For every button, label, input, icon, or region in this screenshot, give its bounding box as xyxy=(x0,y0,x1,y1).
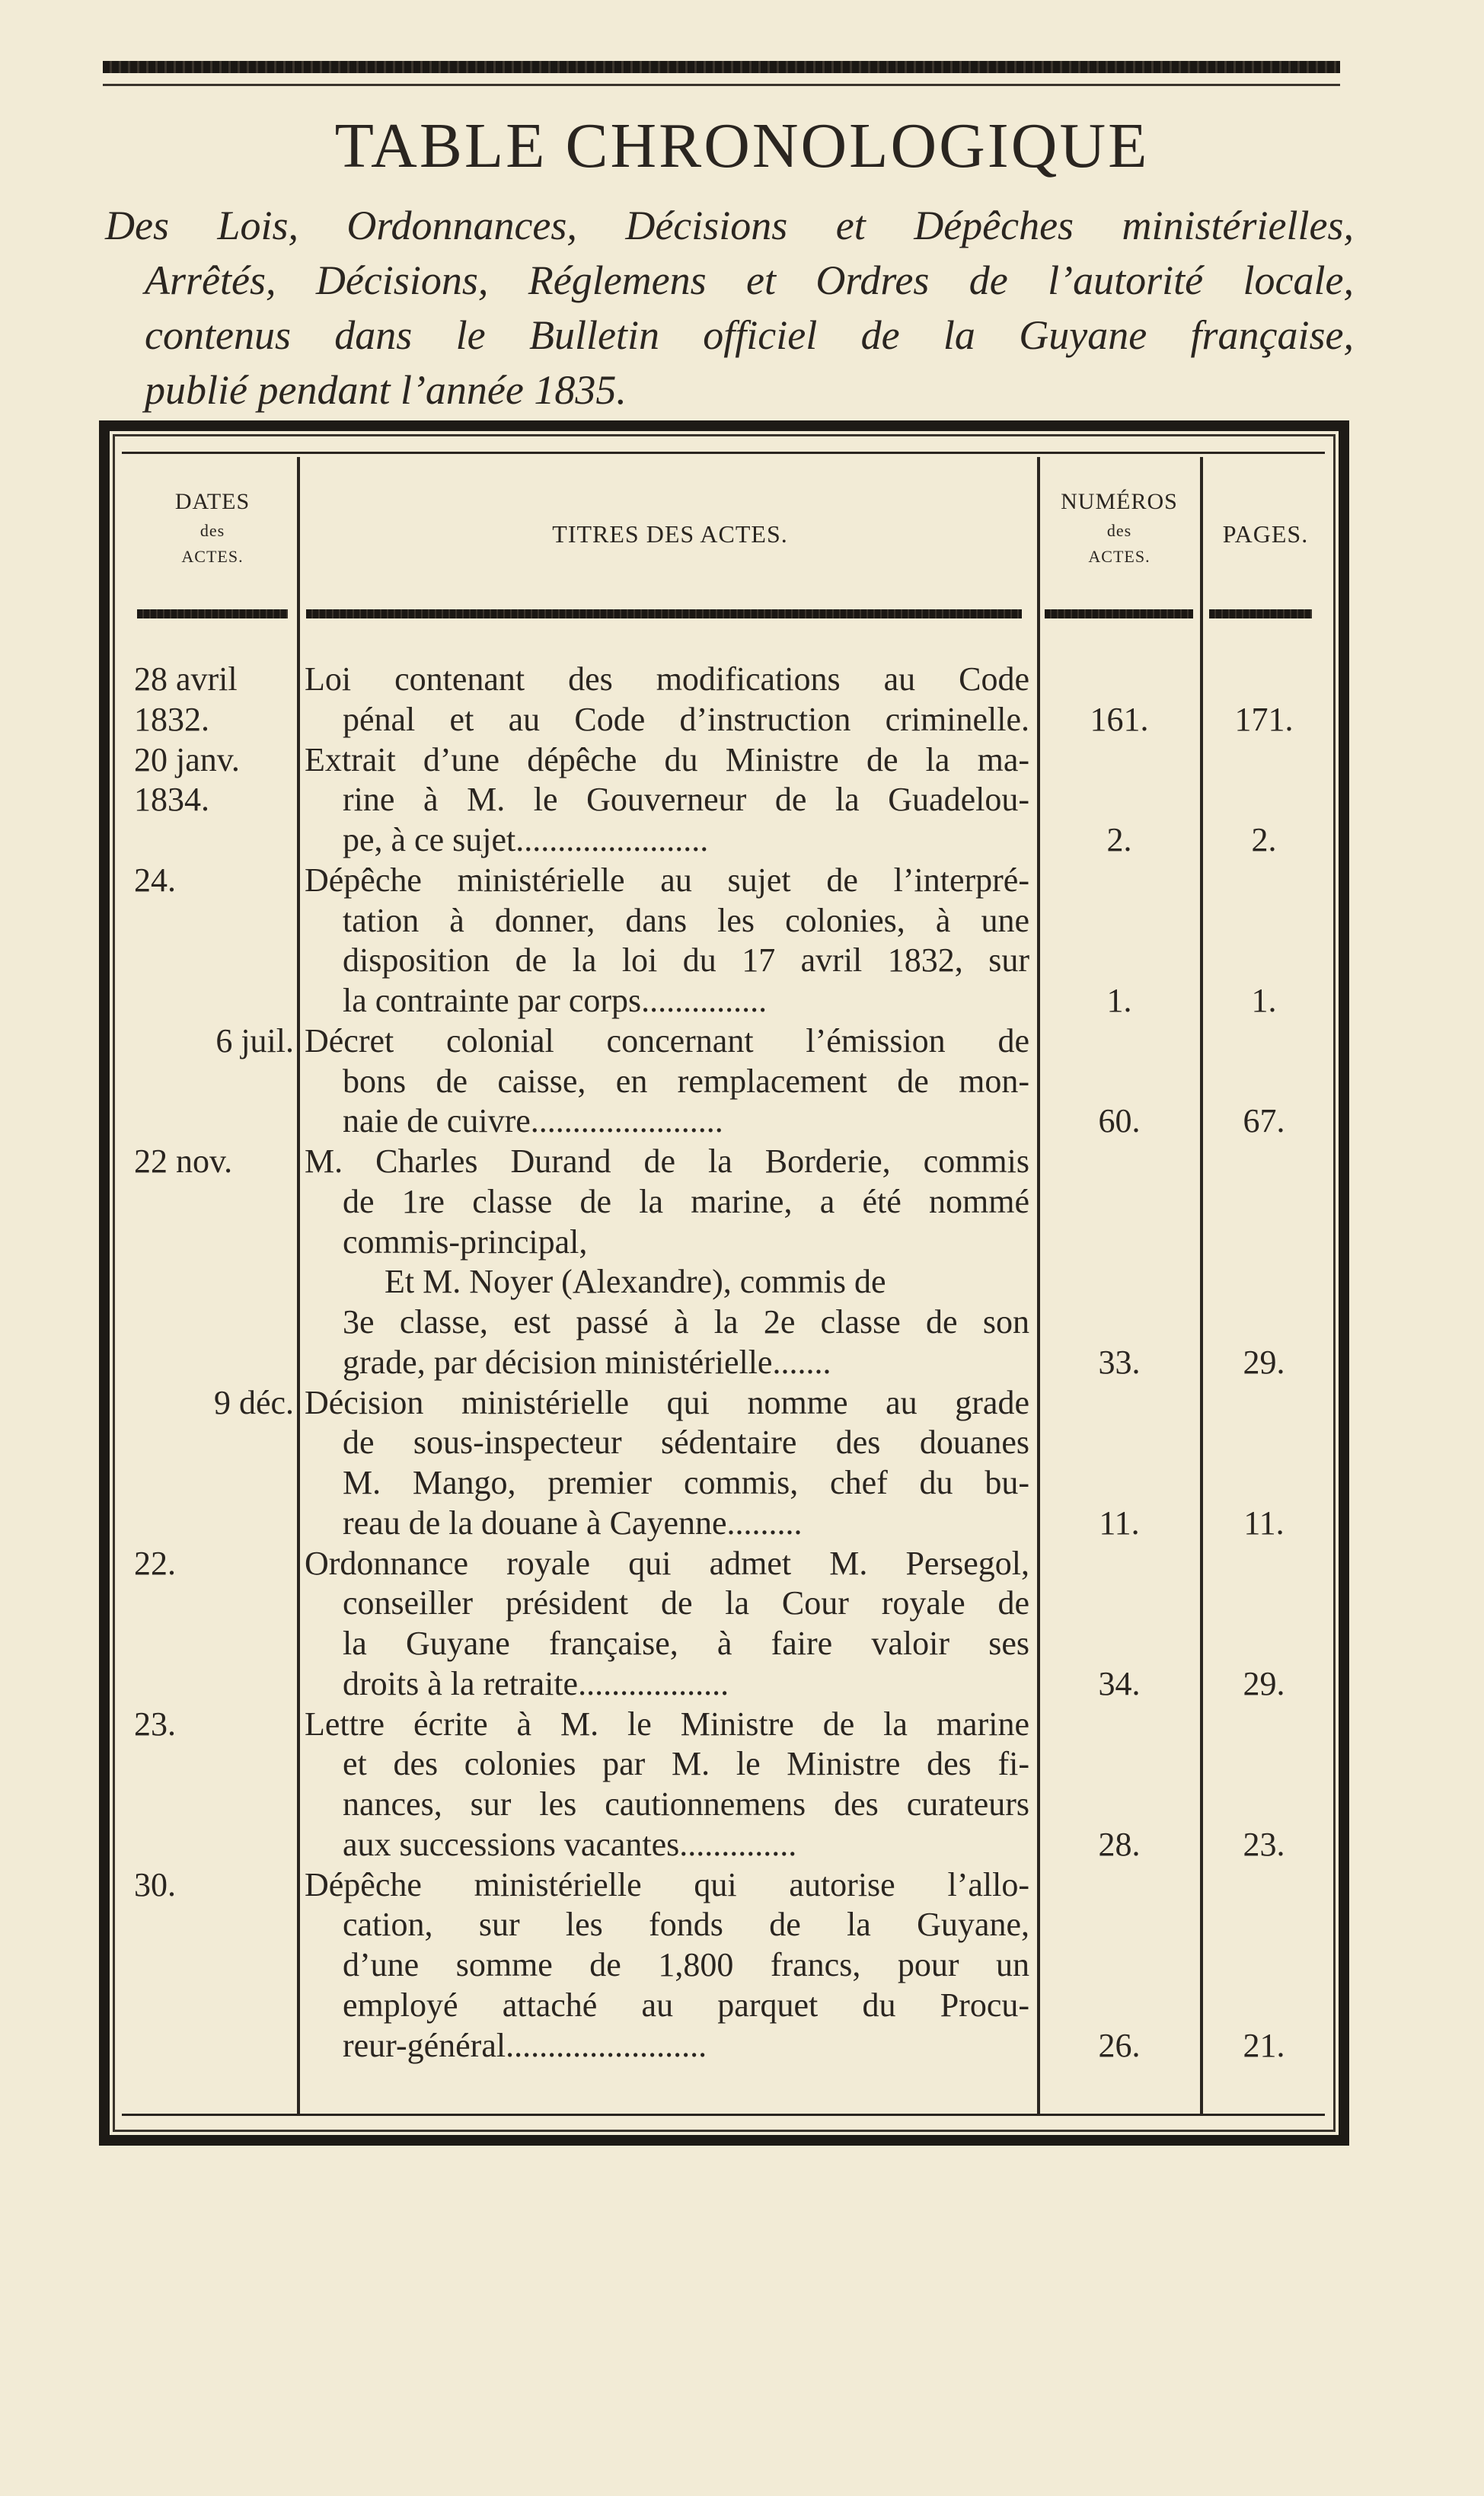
row-title: Décret colonial concernant l’émission de xyxy=(305,1021,1029,1059)
top-thin-rule xyxy=(103,84,1340,86)
subtitle-line: Arrêtés, Décisions, Réglemens et Ordres de l’autorité locale, xyxy=(145,257,1354,303)
row-date: 9 déc. xyxy=(213,1383,294,1421)
row-title: Et M. Noyer (Alexandre), commis de xyxy=(385,1263,886,1301)
table-row xyxy=(0,941,1484,981)
table-row xyxy=(0,1584,1484,1624)
table-row xyxy=(0,1101,1484,1142)
header-numeros-line: ACTES. xyxy=(1088,547,1150,566)
row-page: 21. xyxy=(1243,2026,1285,2064)
row-title: la contrainte par corps............... xyxy=(343,982,768,1019)
table-row xyxy=(0,1905,1484,1945)
row-title: disposition de la loi du 17 avril 1832, sur xyxy=(343,941,1029,980)
row-date: 30. xyxy=(134,1865,176,1903)
header-rule xyxy=(306,609,1022,618)
table-row xyxy=(0,1383,1484,1424)
row-date: 6 juil. xyxy=(215,1021,294,1059)
header-rule xyxy=(1209,609,1312,618)
row-title: d’une somme de 1,800 francs, pour un xyxy=(343,1946,1029,1983)
table-row xyxy=(0,1825,1484,1865)
table-row xyxy=(0,1986,1484,2026)
table-row xyxy=(0,660,1484,700)
table-row xyxy=(0,1705,1484,1745)
row-number: 161. xyxy=(1090,700,1149,738)
row-title: bons de caisse, en remplacement de mon- xyxy=(343,1062,1029,1100)
row-title: reau de la douane à Cayenne......... xyxy=(343,1504,803,1542)
header-rule xyxy=(1045,609,1193,618)
table-row xyxy=(0,981,1484,1021)
row-title: tation à donner, dans les colonies, à une xyxy=(343,901,1029,939)
row-title: Loi contenant des modifications au Code xyxy=(305,660,1029,698)
table-row xyxy=(0,1865,1484,1906)
row-title: de 1re classe de la marine, a été nommé xyxy=(343,1182,1029,1220)
row-page: 67. xyxy=(1243,1102,1285,1140)
header-dates-line: ACTES. xyxy=(181,547,244,566)
table-top-line xyxy=(122,452,1325,454)
row-title: M. Charles Durand de la Borderie, commis xyxy=(305,1143,1029,1180)
header-rule xyxy=(137,609,288,618)
table-row xyxy=(0,1945,1484,1986)
table-row xyxy=(0,2026,1484,2066)
row-title: employé attaché au parquet du Procu- xyxy=(343,1986,1029,2024)
row-page: 29. xyxy=(1243,1343,1285,1381)
row-title: 3e classe, est passé à la 2e classe de son xyxy=(343,1303,1029,1341)
subtitle-line: Des Lois, Ordonnances, Décisions et Dépêches ministérielles, xyxy=(105,203,1354,248)
row-number: 1. xyxy=(1106,982,1132,1019)
row-page: 1. xyxy=(1251,982,1277,1019)
page-title: TABLE CHRONOLOGIQUE xyxy=(334,110,1150,181)
row-number: 60. xyxy=(1098,1102,1141,1140)
row-date: 23. xyxy=(134,1705,176,1743)
row-number: 28. xyxy=(1098,1825,1141,1863)
table-row xyxy=(0,700,1484,740)
row-title: pénal et au Code d’instruction criminelle. xyxy=(343,700,1029,738)
table-row xyxy=(0,1302,1484,1343)
row-date: 1834. xyxy=(134,781,209,819)
header-dates-line: DATES xyxy=(174,489,251,514)
row-number: 34. xyxy=(1098,1664,1141,1702)
row-title: de sous-inspecteur sédentaire des douanes xyxy=(343,1424,1029,1462)
table-row xyxy=(0,1504,1484,1544)
table-body xyxy=(0,660,1484,2066)
row-title: grade, par décision ministérielle....... xyxy=(343,1343,831,1381)
row-title: la Guyane française, à faire valoir ses xyxy=(343,1625,1029,1662)
row-title: naie de cuivre....................... xyxy=(343,1102,723,1140)
table-row xyxy=(0,1423,1484,1463)
table-row xyxy=(0,1463,1484,1504)
row-title: Décision ministérielle qui nomme au grade xyxy=(305,1383,1029,1421)
row-title: pe, à ce sujet....................... xyxy=(343,821,709,858)
subtitle-line: publié pendant l’année 1835. xyxy=(145,367,627,413)
table-bottom-line xyxy=(122,2114,1325,2116)
table-row xyxy=(0,780,1484,820)
table-row xyxy=(0,740,1484,781)
row-title: Dépêche ministérielle qui autorise l’allo- xyxy=(305,1865,1029,1903)
row-title: et des colonies par M. le Ministre des fi- xyxy=(343,1745,1029,1783)
table-row xyxy=(0,1062,1484,1102)
row-title: Extrait d’une dépêche du Ministre de la ma- xyxy=(305,740,1029,778)
row-number: 26. xyxy=(1098,2026,1141,2064)
table-row xyxy=(0,1544,1484,1584)
row-title: Dépêche ministérielle au sujet de l’interpré- xyxy=(305,861,1029,899)
table-row xyxy=(0,1262,1484,1302)
row-number: 2. xyxy=(1106,821,1132,858)
row-date: 1832. xyxy=(134,700,209,738)
row-page: 171. xyxy=(1234,700,1294,738)
row-number: 11. xyxy=(1099,1504,1140,1542)
table-row xyxy=(0,1785,1484,1825)
top-ornamental-rule xyxy=(103,61,1340,73)
subtitle-line: contenus dans le Bulletin officiel de la Guyane française, xyxy=(145,312,1354,358)
row-title: aux successions vacantes.............. xyxy=(343,1825,797,1863)
header-titres: TITRES DES ACTES. xyxy=(552,520,788,548)
table-row xyxy=(0,1182,1484,1222)
row-date: 20 janv. xyxy=(134,740,240,778)
subtitle xyxy=(105,198,1354,417)
header-numeros-line: NUMÉROS xyxy=(1061,489,1178,514)
table-row xyxy=(0,901,1484,941)
table-row xyxy=(0,1624,1484,1664)
row-page: 2. xyxy=(1251,821,1277,858)
header-numeros xyxy=(1040,486,1198,570)
table-row xyxy=(0,820,1484,861)
header-dates-line: des xyxy=(199,521,225,540)
row-title: M. Mango, premier commis, chef du bu- xyxy=(343,1464,1029,1501)
row-title: nances, sur les cautionnemens des curateurs xyxy=(343,1785,1029,1823)
table-row xyxy=(0,1343,1484,1383)
table-row xyxy=(0,1664,1484,1705)
row-title: Ordonnance royale qui admet M. Persegol, xyxy=(305,1544,1029,1582)
row-page: 23. xyxy=(1243,1825,1285,1863)
header-numeros-line: des xyxy=(1106,521,1132,540)
row-title: conseiller président de la Cour royale de xyxy=(343,1584,1029,1622)
header-pages: PAGES. xyxy=(1222,520,1309,548)
row-date: 24. xyxy=(134,861,176,899)
table-row xyxy=(0,1142,1484,1182)
header-dates xyxy=(129,486,295,570)
table-row xyxy=(0,861,1484,901)
row-date: 28 avril xyxy=(134,660,238,698)
table-row xyxy=(0,1021,1484,1062)
row-date: 22. xyxy=(134,1544,176,1582)
row-title: Lettre écrite à M. le Ministre de la marine xyxy=(305,1705,1029,1743)
table-row xyxy=(0,1222,1484,1263)
table-row xyxy=(0,1744,1484,1785)
row-title: reur-général........................ xyxy=(343,2026,707,2064)
row-date: 22 nov. xyxy=(134,1143,233,1180)
row-title: cation, sur les fonds de la Guyane, xyxy=(343,1906,1029,1944)
row-title: commis-principal, xyxy=(343,1222,588,1261)
row-page: 29. xyxy=(1243,1664,1285,1702)
row-title: droits à la retraite.................. xyxy=(343,1664,729,1702)
row-title: rine à M. le Gouverneur de la Guadelou- xyxy=(343,781,1029,819)
row-number: 33. xyxy=(1098,1343,1141,1381)
row-page: 11. xyxy=(1243,1504,1285,1542)
